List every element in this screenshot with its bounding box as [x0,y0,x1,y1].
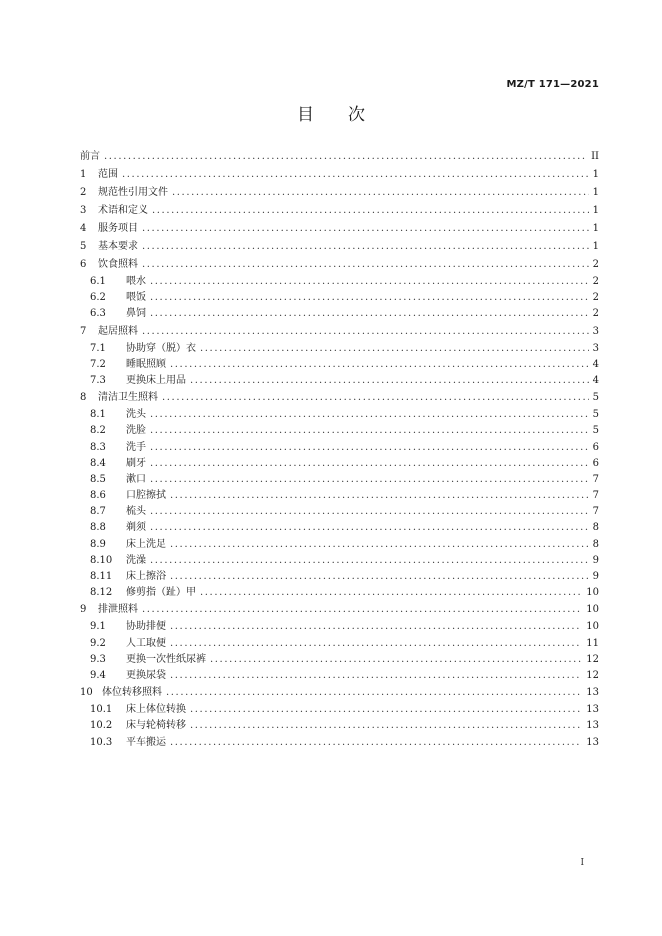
toc-leader-dots [170,569,589,585]
toc-entry-number: 8.1 [90,409,106,421]
toc-entry-page: 5 [592,392,599,404]
toc-leader-dots [142,238,589,256]
toc-entry-label: 床上洗足 [126,538,166,550]
toc-entry[interactable] [80,652,599,668]
toc-entry[interactable] [80,553,599,569]
toc-entry[interactable] [80,488,599,504]
toc-leader-dots [190,718,582,734]
toc-leader-dots [190,702,582,718]
toc-entry-number: 7.1 [90,342,106,354]
toc-entry[interactable] [80,323,599,341]
toc-entry-page: 1 [592,241,599,252]
toc-entry-number: 10.3 [90,736,113,748]
toc-entry[interactable] [80,537,599,553]
toc-leader-dots [150,520,589,536]
toc-entry[interactable] [80,184,599,202]
toc-entry-number: 9 [80,604,87,616]
toc-entry-number: 9.2 [90,637,106,649]
toc-entry[interactable] [80,220,599,238]
toc-leader-dots [122,166,589,184]
toc-entry-label: 更换床上用品 [126,374,186,386]
toc-entry-number: 6.3 [90,308,106,320]
toc-entry-page: 13 [586,720,599,732]
toc-entry[interactable] [80,341,599,357]
toc-entry[interactable] [80,601,599,619]
toc-entry[interactable] [80,256,599,274]
toc-entry[interactable] [80,472,599,488]
toc-entry-number: 6 [80,259,87,270]
toc-leader-dots [152,202,589,220]
toc-entry-label: 床与轮椅转移 [126,720,186,732]
toc-entry-number: 8.10 [90,554,113,566]
toc-entry-label: 修剪指（趾）甲 [126,587,196,599]
toc-entry[interactable] [80,148,599,166]
toc-entry-label: 平车搬运 [126,736,166,748]
toc-leader-dots [150,440,589,456]
toc-entry-page: 6 [592,457,599,469]
toc-entry-number: 9.1 [90,621,106,633]
toc-entry[interactable] [80,636,599,652]
toc-leader-dots [190,373,589,389]
toc-entry-label: 喂饭 [126,292,146,304]
toc-entry[interactable] [80,423,599,439]
toc-entry-page: 7 [592,506,599,518]
toc-entry-label: 协助排便 [126,621,166,633]
toc-entry-page: 12 [586,669,599,681]
toc-entry-label: 口腔擦拭 [126,490,166,502]
toc-leader-dots [150,456,589,472]
toc-entry-number: 9.4 [90,669,106,681]
toc-entry[interactable] [80,166,599,184]
toc-entry-number: 8.5 [90,473,106,485]
toc-entry-number: 8.11 [90,571,113,582]
toc-entry-number: 10.1 [90,704,113,716]
toc-entry[interactable] [80,357,599,373]
toc-entry-label: 清洁卫生照料 [98,392,158,404]
toc-entry-label: 梳头 [126,506,146,518]
toc-entry-number: 8.3 [90,441,106,453]
toc-entry-label: 剃须 [126,522,146,534]
toc-entry-number: 6.2 [90,292,106,304]
toc-entry-page: 2 [592,259,599,270]
toc-entry-label: 刷牙 [126,457,146,469]
toc-leader-dots [200,341,589,357]
toc-entry-page: 1 [592,205,599,216]
toc-leader-dots [142,220,589,238]
toc-entry-number: 8.4 [90,457,106,469]
toc-leader-dots [170,357,589,373]
toc-leader-dots [150,504,589,520]
toc-entry-page: 3 [592,342,599,354]
toc-leader-dots [170,735,582,751]
toc-entry-number: 9.3 [90,653,106,665]
toc-entry[interactable] [80,440,599,456]
toc-entry-page: 9 [592,571,599,582]
toc-entry-page: 13 [586,687,599,699]
toc-entry-number: 6.1 [90,276,106,287]
toc-entry-page: 8 [592,522,599,534]
toc-entry-number: 2 [80,187,87,198]
toc-entry-number: 8.9 [90,538,106,550]
toc-leader-dots [170,668,582,684]
toc-entry-number: 7.2 [90,358,106,370]
table-of-contents [80,148,599,751]
toc-leader-dots [104,148,587,166]
toc-entry[interactable] [80,274,599,290]
toc-entry-label: 术语和定义 [98,205,148,216]
toc-leader-dots [150,553,589,569]
toc-entry-label: 鼻饲 [126,308,146,320]
toc-leader-dots [172,184,589,202]
toc-entry-number: 7.3 [90,374,106,386]
toc-entry-page: 1 [592,187,599,198]
toc-leader-dots [170,636,582,652]
toc-entry-page: 2 [592,308,599,320]
toc-entry-number: 7 [80,325,87,337]
toc-entry[interactable] [80,306,599,322]
toc-entry-page: 10 [586,621,599,633]
toc-entry-number: 4 [80,223,87,234]
toc-entry[interactable] [80,389,599,407]
toc-entry-label: 更换一次性纸尿裤 [126,653,206,665]
toc-entry-page: 10 [586,604,599,616]
toc-entry-label: 人工取便 [126,637,166,649]
toc-entry-page: 12 [586,653,599,665]
toc-entry-page: 8 [592,538,599,550]
toc-entry-page: 13 [586,704,599,716]
standard-code: MZ/T 171—2021 [506,79,599,90]
toc-leader-dots [210,652,582,668]
toc-entry-label: 协助穿（脱）衣 [126,342,196,354]
toc-entry[interactable] [80,407,599,423]
toc-entry[interactable] [80,668,599,684]
toc-entry-label: 洗澡 [126,554,146,566]
toc-entry[interactable] [80,290,599,306]
toc-entry-label: 漱口 [126,473,146,485]
toc-entry-number: 8 [80,392,87,404]
toc-entry[interactable] [80,569,599,585]
toc-leader-dots [142,323,589,341]
toc-entry-label: 起居照料 [98,325,138,337]
toc-entry-page: 11 [586,637,599,649]
toc-leader-dots [150,407,589,423]
toc-leader-dots [150,423,589,439]
toc-entry-number: 8.6 [90,490,106,502]
toc-entry[interactable] [80,702,599,718]
toc-entry-label: 体位转移照料 [102,687,162,699]
toc-entry-label: 饮食照料 [98,259,138,270]
toc-entry-number: 8.2 [90,425,106,437]
toc-entry-page: 9 [592,554,599,566]
toc-entry[interactable] [80,735,599,751]
toc-entry-label: 床上擦浴 [126,571,166,582]
toc-leader-dots [170,488,589,504]
toc-leader-dots [170,619,582,635]
toc-entry-label: 基本要求 [98,241,138,252]
toc-entry-label: 服务项目 [98,223,138,234]
toc-entry-page: 4 [592,358,599,370]
toc-leader-dots [170,537,589,553]
toc-entry-page: 1 [592,169,599,180]
toc-leader-dots [142,601,582,619]
toc-entry-page: 5 [592,409,599,421]
toc-entry[interactable] [80,202,599,220]
toc-leader-dots [150,290,589,306]
toc-entry-number: 8.8 [90,522,106,534]
toc-entry-page: 5 [592,425,599,437]
toc-entry-page: 6 [592,441,599,453]
toc-entry-label: 更换尿袋 [126,669,166,681]
toc-leader-dots [166,684,582,702]
toc-entry-label: 规范性引用文件 [98,187,168,198]
toc-entry-label: 喂水 [126,276,146,287]
toc-entry-number: 10 [80,687,93,699]
toc-leader-dots [150,472,589,488]
toc-leader-dots [150,274,589,290]
toc-entry-number: 3 [80,205,87,216]
toc-entry[interactable] [80,456,599,472]
toc-entry-label: 洗手 [126,441,146,453]
toc-entry-page: 10 [586,587,599,599]
toc-entry-page: II [591,151,599,162]
toc-entry-label: 床上体位转换 [126,704,186,716]
toc-entry-page: 4 [592,374,599,386]
toc-entry-label: 范围 [98,169,118,180]
toc-entry-page: 2 [592,276,599,287]
toc-leader-dots [142,256,589,274]
toc-entry-label: 洗头 [126,409,146,421]
toc-entry[interactable] [80,585,599,601]
toc-entry-page: 7 [592,473,599,485]
toc-entry[interactable] [80,373,599,389]
toc-entry-page: 2 [592,292,599,304]
toc-entry-page: 3 [592,325,599,337]
toc-entry[interactable] [80,684,599,702]
toc-entry-page: 7 [592,490,599,502]
toc-entry[interactable] [80,504,599,520]
page-title: 目次 [297,105,399,125]
toc-entry-label: 排泄照料 [98,604,138,616]
toc-leader-dots [150,306,589,322]
toc-entry[interactable] [80,718,599,734]
toc-entry-label: 洗脸 [126,425,146,437]
toc-leader-dots [200,585,582,601]
toc-entry-label: 前言 [80,151,100,162]
toc-entry-number: 8.12 [90,587,113,599]
toc-entry-number: 5 [80,241,87,252]
toc-entry[interactable] [80,520,599,536]
toc-leader-dots [162,389,589,407]
toc-entry[interactable] [80,238,599,256]
toc-entry-page: 13 [586,736,599,748]
toc-entry-number: 1 [80,169,87,180]
toc-entry-page: 1 [592,223,599,234]
toc-entry-number: 10.2 [90,720,113,732]
toc-entry[interactable] [80,619,599,635]
page-number: I [580,858,584,868]
toc-entry-number: 8.7 [90,506,106,518]
toc-entry-label: 睡眠照顾 [126,358,166,370]
